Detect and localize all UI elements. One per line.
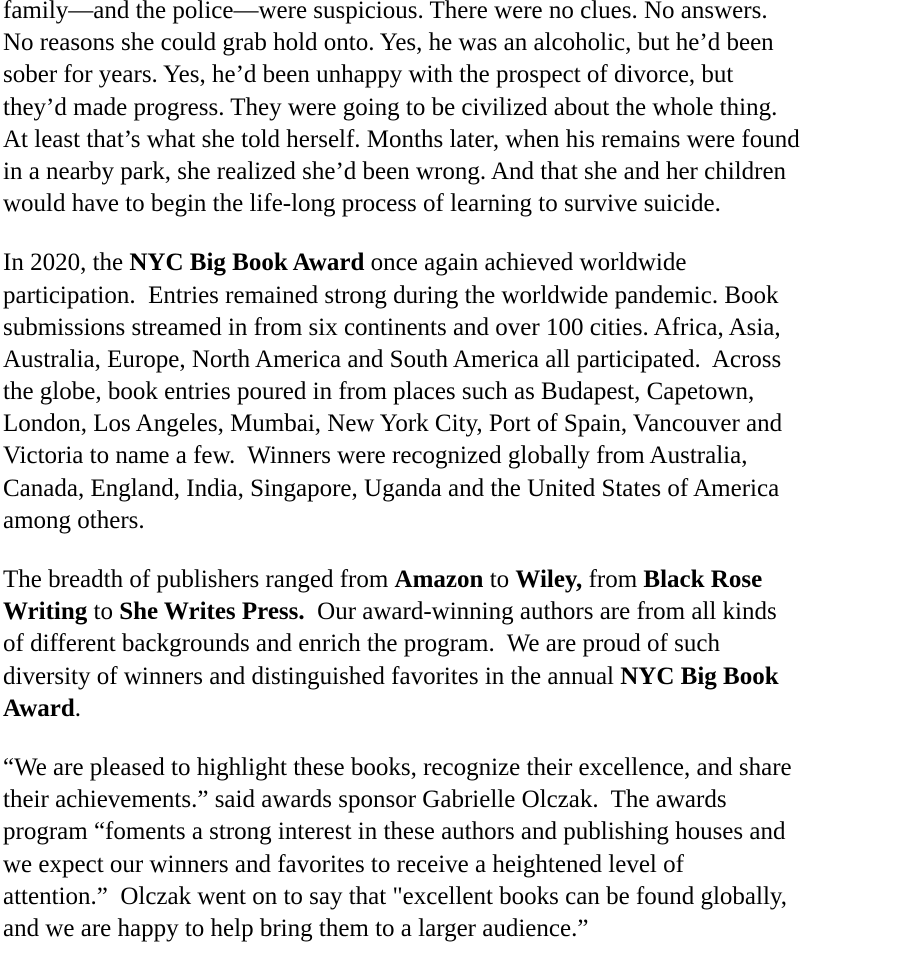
text-line bbox=[3, 0, 907, 27]
bold-text-run: Wiley, bbox=[515, 566, 583, 593]
bold-text-run: Black Rose bbox=[643, 566, 763, 593]
text-run: At least that’s what she told herself. Months later, when his remains were found bbox=[3, 125, 800, 153]
text-line bbox=[3, 59, 907, 91]
text-run: submissions streamed in from six continents and over 100 cities. Africa, Asia, bbox=[3, 313, 781, 341]
text-run: “We are pleased to highlight these books, recognize their excellence, and share bbox=[3, 753, 792, 781]
text-line bbox=[3, 784, 907, 816]
text-run: Australia, Europe, North America and South America all participated. Across bbox=[3, 345, 782, 373]
text-line bbox=[3, 881, 907, 913]
text-run: No reasons she could grab hold onto. Yes, he was an alcoholic, but he’d been bbox=[3, 29, 774, 57]
text-line bbox=[3, 408, 907, 440]
text-run: Victoria to name a few. Winners were recognized globally from Australia, bbox=[3, 442, 748, 470]
text-run: participation. Entries remained strong during the worldwide pandemic. Book bbox=[3, 281, 779, 309]
text-line bbox=[3, 247, 907, 279]
text-run: their achievements.” said awards sponsor Gabrielle Olczak. The awards bbox=[3, 786, 727, 814]
text-run: and we are happy to help bring them to a larger audience.” bbox=[3, 914, 589, 942]
text-run: attention.” Olczak went on to say that "excellent books can be found globally, bbox=[3, 882, 788, 910]
text-line bbox=[3, 280, 907, 312]
paragraph bbox=[3, 564, 907, 725]
document-page bbox=[3, 0, 907, 972]
text-run: to bbox=[483, 566, 516, 593]
bold-text-run: Writing bbox=[3, 598, 88, 626]
text-line bbox=[3, 312, 907, 344]
bold-text-run: NYC Big Book Award bbox=[129, 249, 365, 277]
text-run: we expect our winners and favorites to receive a heightened level of bbox=[3, 850, 684, 878]
text-line bbox=[3, 440, 907, 472]
paragraph bbox=[3, 247, 907, 537]
text-line bbox=[3, 188, 907, 220]
text-line bbox=[3, 628, 907, 660]
text-line bbox=[3, 156, 907, 188]
text-line bbox=[3, 124, 907, 156]
text-run: Our award-winning authors are from all kinds bbox=[304, 598, 777, 626]
bold-text-run: Amazon bbox=[394, 566, 484, 593]
text-line bbox=[3, 473, 907, 505]
bold-text-run: Award bbox=[3, 694, 75, 722]
text-run: from bbox=[582, 566, 644, 593]
text-line bbox=[3, 376, 907, 408]
text-run: In 2020, the bbox=[3, 249, 130, 277]
text-run: The breadth of publishers ranged from bbox=[3, 566, 395, 593]
text-run: London, Los Angeles, Mumbai, New York City, Port of Spain, Vancouver and bbox=[3, 410, 783, 438]
bold-text-run: She Writes Press. bbox=[119, 598, 305, 626]
text-line bbox=[3, 344, 907, 376]
paragraph bbox=[3, 752, 907, 945]
text-run: . bbox=[74, 694, 82, 722]
text-line bbox=[3, 816, 907, 848]
text-line bbox=[3, 661, 907, 693]
text-line bbox=[3, 27, 907, 59]
text-run: of different backgrounds and enrich the program. We are proud of such bbox=[3, 630, 720, 658]
text-line bbox=[3, 564, 907, 596]
text-run: in a nearby park, she realized she’d been wrong. And that she and her children bbox=[3, 157, 787, 185]
text-run: sober for years. Yes, he’d been unhappy with the prospect of divorce, but bbox=[3, 61, 734, 89]
text-line bbox=[3, 913, 907, 945]
text-run: among others. bbox=[3, 506, 145, 534]
bold-text-run: NYC Big Book bbox=[620, 662, 779, 690]
text-line bbox=[3, 92, 907, 124]
paragraph bbox=[3, 0, 907, 220]
text-run: diversity of winners and distinguished favorites in the annual bbox=[3, 662, 621, 690]
text-run: would have to begin the life-long process of learning to survive suicide. bbox=[3, 190, 721, 218]
text-line bbox=[3, 505, 907, 537]
text-run: they’d made progress. They were going to be civilized about the whole thing. bbox=[3, 93, 778, 121]
text-run: Canada, England, India, Singapore, Uganda and the United States of America bbox=[3, 474, 780, 502]
text-run: family—and the police—were suspicious. There were no clues. No answers. bbox=[3, 0, 768, 24]
text-run: program “foments a strong interest in these authors and publishing houses and bbox=[3, 818, 786, 846]
text-line bbox=[3, 693, 907, 725]
text-run: the globe, book entries poured in from places such as Budapest, Capetown, bbox=[3, 378, 755, 406]
text-line bbox=[3, 596, 907, 628]
text-run: to bbox=[87, 598, 120, 626]
text-run: once again achieved worldwide bbox=[364, 249, 687, 277]
text-line bbox=[3, 752, 907, 784]
text-line bbox=[3, 849, 907, 881]
